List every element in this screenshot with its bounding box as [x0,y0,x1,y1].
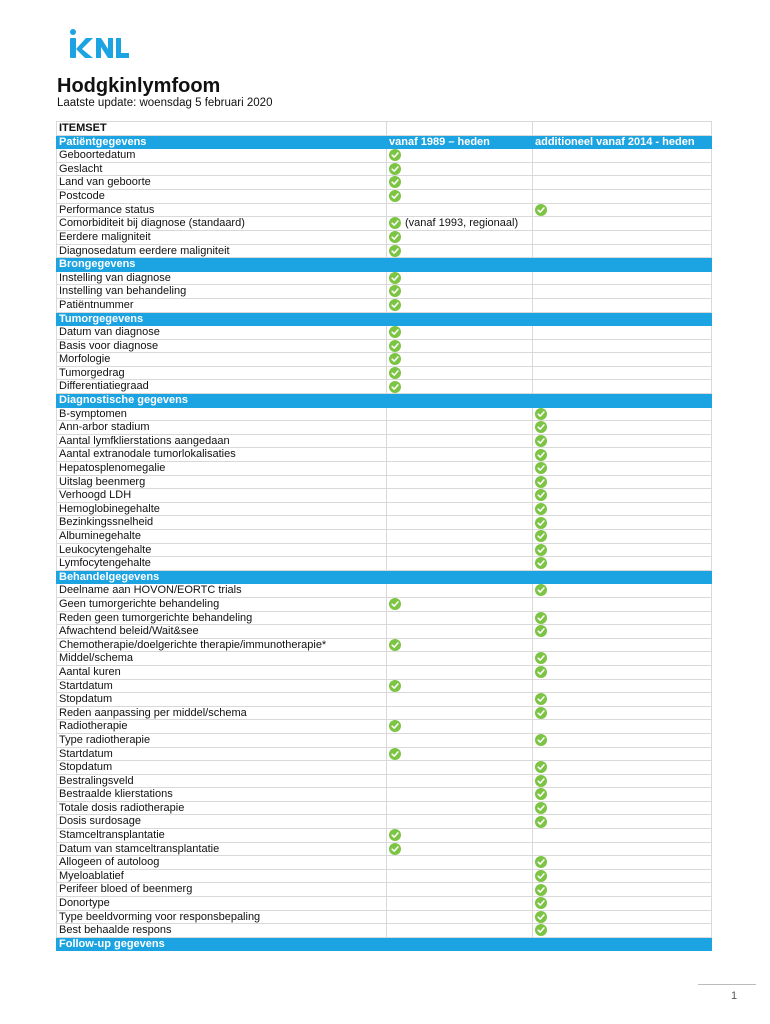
item-label: Instelling van behandeling [57,285,387,299]
cell-2014 [533,271,712,285]
table-row [57,516,712,530]
item-label: Reden aanpassing per middel/schema [57,706,387,720]
checkmark-icon [535,544,547,556]
cell-1989 [387,747,533,761]
cell-2014 [533,761,712,775]
item-label: Startdatum [57,747,387,761]
cell-2014 [533,733,712,747]
cell-1989 [387,625,533,639]
table-row [57,815,712,829]
cell-2014 [533,285,712,299]
table-row [57,883,712,897]
table-row [57,326,712,340]
checkmark-icon [535,734,547,746]
table-row [57,203,712,217]
item-label: Geen tumorgerichte behandeling [57,597,387,611]
checkmark-icon [535,924,547,936]
cell-2014 [533,448,712,462]
checkmark-icon [389,680,401,692]
checkmark-icon [389,163,401,175]
item-label: Stopdatum [57,761,387,775]
checkmark-icon [535,625,547,637]
cell-1989 [387,693,533,707]
item-label: Allogeen of autoloog [57,856,387,870]
item-label: Dosis surdosage [57,815,387,829]
table-row [57,747,712,761]
item-label: Deelname aan HOVON/EORTC trials [57,584,387,598]
item-label: Comorbiditeit bij diagnose (standaard) [57,217,387,231]
checkmark-icon [535,897,547,909]
table-row [57,693,712,707]
table-row [57,829,712,843]
cell-2014 [533,434,712,448]
table-row [57,924,712,938]
checkmark-icon [389,340,401,352]
item-label: Leukocytengehalte [57,543,387,557]
cell-1989 [387,584,533,598]
item-label: Afwachtend beleid/Wait&see [57,625,387,639]
cell-2014 [533,924,712,938]
cell-1989 [387,761,533,775]
table-row [57,720,712,734]
table-row [57,543,712,557]
checkmark-icon [535,612,547,624]
checkmark-icon [535,408,547,420]
knl-logo-icon [64,28,134,62]
cell-2014 [533,421,712,435]
checkmark-icon [535,435,547,447]
checkmark-icon [535,775,547,787]
item-label: Chemotherapie/doelgerichte therapie/immunotherapie* [57,638,387,652]
cell-1989 [387,203,533,217]
table-row [57,339,712,353]
cell-1989 [387,652,533,666]
cell-1989 [387,162,533,176]
table-row [57,475,712,489]
table-row [57,502,712,516]
cell-1989 [387,407,533,421]
table-row [57,244,712,258]
table-row [57,149,712,163]
cell-2014 [533,475,712,489]
table-row [57,353,712,367]
item-label: Uitslag beenmerg [57,475,387,489]
item-label: Bezinkingssnelheid [57,516,387,530]
checkmark-icon [389,843,401,855]
table-row [57,557,712,571]
cell-2014 [533,679,712,693]
item-label: Verhoogd LDH [57,489,387,503]
checkmark-icon [535,652,547,664]
item-label: Geslacht [57,162,387,176]
item-label: Donortype [57,897,387,911]
table-row [57,380,712,394]
cell-2014 [533,611,712,625]
item-label: Aantal extranodale tumorlokalisaties [57,448,387,462]
table-row [57,638,712,652]
item-label: Patiëntnummer [57,298,387,312]
table-row [57,897,712,911]
checkmark-icon [389,381,401,393]
cell-1989 [387,298,533,312]
item-label: Hemoglobinegehalte [57,502,387,516]
cell-1989 [387,516,533,530]
cell-1989 [387,244,533,258]
section-header-row [57,937,712,951]
item-label: Datum van stamceltransplantatie [57,842,387,856]
availability-note: (vanaf 1993, regionaal) [405,217,519,230]
cell-1989 [387,801,533,815]
cell-2014 [533,665,712,679]
checkmark-icon [535,530,547,542]
table-row [57,625,712,639]
table-row [57,489,712,503]
cell-2014 [533,380,712,394]
item-label: Postcode [57,189,387,203]
item-label: Basis voor diagnose [57,339,387,353]
item-label: Datum van diagnose [57,326,387,340]
cell-2014 [533,162,712,176]
footer-divider [698,984,756,985]
cell-2014 [533,883,712,897]
cell-1989 [387,611,533,625]
checkmark-icon [389,149,401,161]
section-header-row [57,570,712,584]
checkmark-icon [535,816,547,828]
column-header-1989: vanaf 1989 – heden [387,135,533,149]
table-row [57,652,712,666]
section-header-row [57,258,712,272]
item-label: Albuminegehalte [57,530,387,544]
item-label: Differentiatiegraad [57,380,387,394]
checkmark-icon [535,666,547,678]
table-row [57,298,712,312]
cell-2014 [533,217,712,231]
table-row [57,176,712,190]
checkmark-icon [535,761,547,773]
cell-1989 [387,217,533,231]
cell-1989 [387,366,533,380]
cell-2014 [533,747,712,761]
item-label: Eerdere maligniteit [57,230,387,244]
item-label: Ann-arbor stadium [57,421,387,435]
table-row [57,271,712,285]
cell-2014 [533,625,712,639]
table-row [57,761,712,775]
cell-1989 [387,475,533,489]
cell-1989 [387,774,533,788]
item-label: Startdatum [57,679,387,693]
cell-2014 [533,869,712,883]
table-row [57,774,712,788]
table-row [57,733,712,747]
cell-1989 [387,883,533,897]
page-title: Hodgkinlymfoom [57,75,221,97]
table-row [57,706,712,720]
table-row [57,910,712,924]
cell-1989 [387,679,533,693]
section-header-row [57,312,712,326]
checkmark-icon [389,367,401,379]
table-row [57,856,712,870]
checkmark-icon [389,720,401,732]
checkmark-icon [389,217,401,229]
checkmark-icon [389,272,401,284]
checkmark-icon [535,204,547,216]
checkmark-icon [535,584,547,596]
cell-1989 [387,665,533,679]
cell-2014 [533,203,712,217]
item-label: Type beeldvorming voor responsbepaling [57,910,387,924]
cell-2014 [533,189,712,203]
cell-2014 [533,842,712,856]
cell-1989 [387,530,533,544]
item-label: Best behaalde respons [57,924,387,938]
cell-1989 [387,815,533,829]
checkmark-icon [389,245,401,257]
cell-2014 [533,557,712,571]
checkmark-icon [535,707,547,719]
cell-2014 [533,706,712,720]
table-row [57,679,712,693]
cell-2014 [533,530,712,544]
cell-2014 [533,638,712,652]
checkmark-icon [535,856,547,868]
item-label: Stopdatum [57,693,387,707]
table-row [57,842,712,856]
item-label: Hepatosplenomegalie [57,462,387,476]
cell-2014 [533,516,712,530]
cell-1989 [387,339,533,353]
cell-2014 [533,801,712,815]
table-row [57,230,712,244]
cell-2014 [533,543,712,557]
cell-1989 [387,842,533,856]
table-row [57,189,712,203]
cell-2014 [533,326,712,340]
section-header-row [57,394,712,408]
cell-1989 [387,502,533,516]
section-title: Behandelgegevens [57,570,387,584]
table-row [57,801,712,815]
checkmark-icon [389,353,401,365]
cell-1989 [387,353,533,367]
cell-2014 [533,788,712,802]
cell-1989 [387,176,533,190]
cell-2014 [533,244,712,258]
item-label: Stamceltransplantatie [57,829,387,843]
checkmark-icon [535,517,547,529]
cell-2014 [533,462,712,476]
item-label: Land van geboorte [57,176,387,190]
item-label: Tumorgedrag [57,366,387,380]
checkmark-icon [535,884,547,896]
table-row [57,285,712,299]
cell-2014 [533,774,712,788]
knl-logo [64,28,134,62]
table-row [57,448,712,462]
checkmark-icon [535,693,547,705]
table-row [57,788,712,802]
cell-2014 [533,149,712,163]
section-title: Brongegevens [57,258,387,272]
cell-1989 [387,489,533,503]
section-title: Patiëntgegevens [57,135,387,149]
table-row [57,584,712,598]
cell-2014 [533,597,712,611]
item-label: Performance status [57,203,387,217]
cell-2014 [533,176,712,190]
cell-1989 [387,326,533,340]
cell-2014 [533,720,712,734]
cell-1989 [387,924,533,938]
item-label: Lymfocytengehalte [57,557,387,571]
table-row [57,462,712,476]
checkmark-icon [535,449,547,461]
last-update-text: Laatste update: woensdag 5 februari 2020 [57,97,273,109]
cell-2014 [533,407,712,421]
item-label: Totale dosis radiotherapie [57,801,387,815]
cell-1989 [387,434,533,448]
cell-1989 [387,189,533,203]
section-header-row [57,135,712,149]
item-label: Bestralingsveld [57,774,387,788]
cell-2014 [533,829,712,843]
cell-1989 [387,271,533,285]
checkmark-icon [535,503,547,515]
table-row [57,162,712,176]
table-row [57,665,712,679]
item-label: Perifeer bloed of beenmerg [57,883,387,897]
item-label: Aantal kuren [57,665,387,679]
cell-1989 [387,543,533,557]
cell-1989 [387,856,533,870]
cell-2014 [533,910,712,924]
cell-2014 [533,856,712,870]
checkmark-icon [389,639,401,651]
item-label: Morfologie [57,353,387,367]
cell-1989 [387,597,533,611]
cell-2014 [533,366,712,380]
table-row [57,366,712,380]
checkmark-icon [389,326,401,338]
table-row [57,217,712,231]
item-label: Aantal lymfklierstations aangedaan [57,434,387,448]
cell-2014 [533,693,712,707]
item-label: Type radiotherapie [57,733,387,747]
checkmark-icon [535,870,547,882]
cell-2014 [533,339,712,353]
section-title: Tumorgegevens [57,312,387,326]
checkmark-icon [389,829,401,841]
cell-2014 [533,502,712,516]
table-row [57,407,712,421]
cell-1989 [387,285,533,299]
item-label: Bestraalde klierstations [57,788,387,802]
cell-1989 [387,706,533,720]
checkmark-icon [389,231,401,243]
cell-2014 [533,897,712,911]
cell-1989 [387,421,533,435]
item-label: Radiotherapie [57,720,387,734]
checkmark-icon [389,285,401,297]
cell-1989 [387,230,533,244]
itemset-table [56,121,712,951]
table-row [57,597,712,611]
checkmark-icon [389,748,401,760]
checkmark-icon [389,598,401,610]
item-label: Diagnosedatum eerdere maligniteit [57,244,387,258]
cell-1989 [387,829,533,843]
cell-2014 [533,353,712,367]
checkmark-icon [535,911,547,923]
item-label: Geboortedatum [57,149,387,163]
item-label: Instelling van diagnose [57,271,387,285]
cell-1989 [387,869,533,883]
checkmark-icon [535,802,547,814]
cell-2014 [533,230,712,244]
cell-2014 [533,652,712,666]
checkmark-icon [535,788,547,800]
cell-2014 [533,298,712,312]
cell-1989 [387,462,533,476]
table-row [57,421,712,435]
cell-1989 [387,638,533,652]
section-title: Follow-up gegevens [57,937,387,951]
cell-1989 [387,897,533,911]
checkmark-icon [535,462,547,474]
column-header-2014: additioneel vanaf 2014 - heden [533,135,712,149]
item-label: Myeloablatief [57,869,387,883]
checkmark-icon [389,299,401,311]
cell-1989 [387,720,533,734]
item-label: Middel/schema [57,652,387,666]
table-header-row [57,122,712,136]
table-row [57,434,712,448]
checkmark-icon [535,557,547,569]
itemset-heading: ITEMSET [57,122,387,136]
checkmark-icon [535,421,547,433]
section-title: Diagnostische gegevens [57,394,387,408]
checkmark-icon [389,190,401,202]
cell-1989 [387,557,533,571]
checkmark-icon [389,176,401,188]
cell-2014 [533,489,712,503]
page-number: 1 [731,990,738,1002]
item-label: Reden geen tumorgerichte behandeling [57,611,387,625]
cell-1989 [387,733,533,747]
cell-2014 [533,584,712,598]
cell-2014 [533,815,712,829]
cell-1989 [387,380,533,394]
table-row [57,530,712,544]
checkmark-icon [535,489,547,501]
table-row [57,869,712,883]
cell-1989 [387,149,533,163]
checkmark-icon [535,476,547,488]
cell-1989 [387,910,533,924]
cell-1989 [387,788,533,802]
cell-1989 [387,448,533,462]
table-row [57,611,712,625]
item-label: B-symptomen [57,407,387,421]
